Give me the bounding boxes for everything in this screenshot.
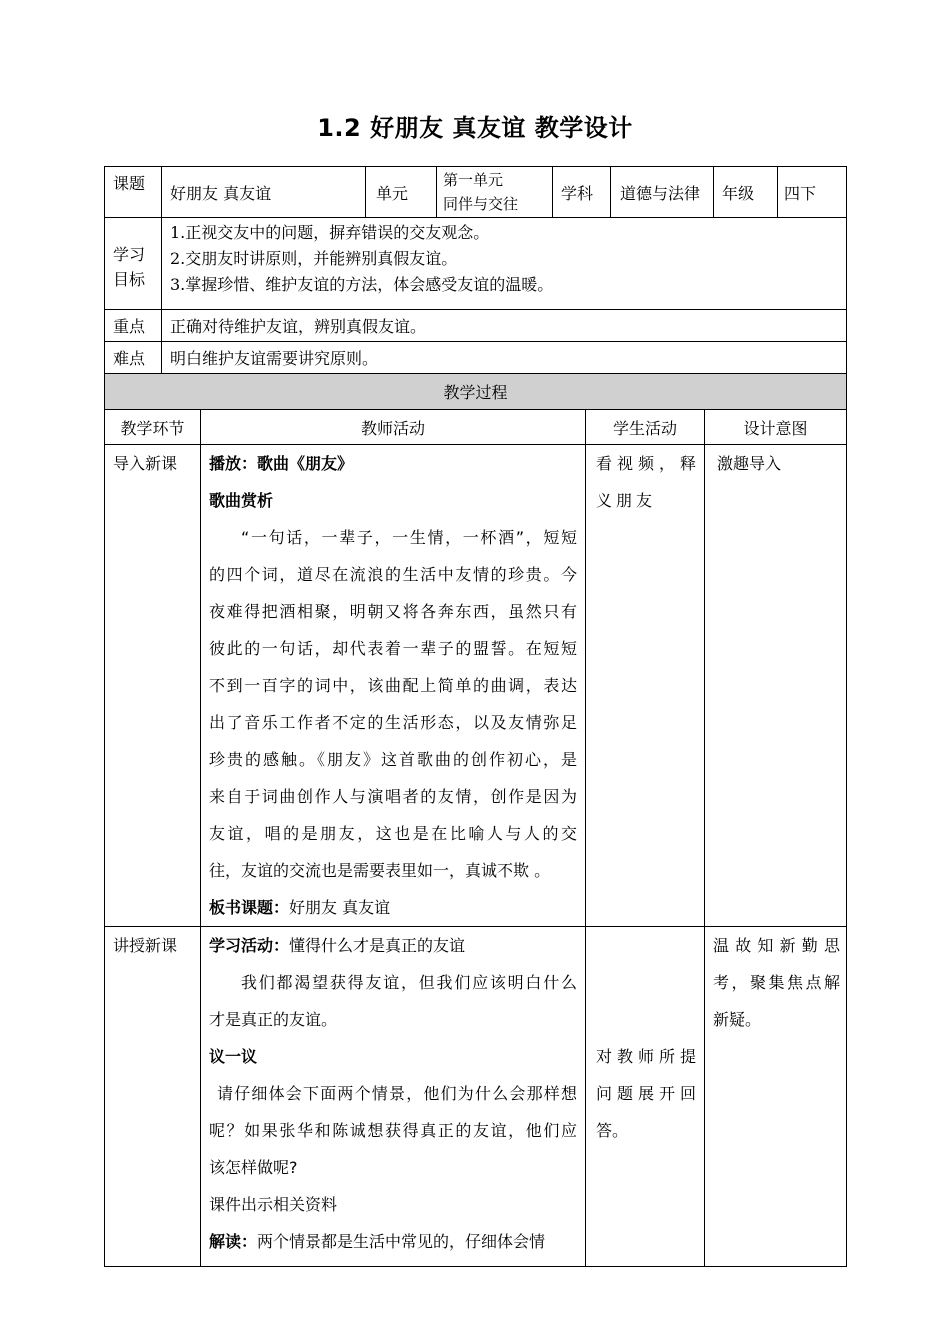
appreciation-title: 歌曲赏析 <box>209 491 274 510</box>
process-table <box>104 373 847 1267</box>
table-row <box>105 927 847 1267</box>
courseware-line: 课件出示相关资料 <box>209 1195 338 1214</box>
column-stage: 教学环节 <box>105 410 201 445</box>
goals-label-line1: 学习 <box>113 245 146 264</box>
teacher-activity-cell <box>201 927 586 1267</box>
discuss-title: 议一议 <box>209 1047 258 1066</box>
unit-value <box>437 167 553 218</box>
lyric-line: 来自于词曲创作人与演唱者的友情，创作是因为 <box>209 787 577 806</box>
student-line: 问题展开回 <box>596 1084 696 1103</box>
grade-label: 年级 <box>714 167 778 218</box>
stage-cell: 导入新课 <box>105 445 201 927</box>
unit-label: 单元 <box>366 167 437 218</box>
activity-line: 学习活动：懂得什么才是真正的友谊 <box>209 936 466 955</box>
column-intent: 设计意图 <box>705 410 847 445</box>
goals-label-line2: 目标 <box>113 270 146 289</box>
subject-value: 道德与法律 <box>611 167 714 218</box>
stage-cell: 讲授新课 <box>105 927 201 1267</box>
unit-value-line1: 第一单元 <box>443 171 504 189</box>
difficulty-label: 难点 <box>105 342 162 374</box>
goals-label <box>105 218 162 310</box>
goal-item-1: 1.正视交友中的问题，摒弃错误的交友观念。 <box>170 223 490 242</box>
play-line: 播放：歌曲《朋友》 <box>209 454 354 473</box>
header-row <box>105 167 847 218</box>
process-columns-row <box>105 410 847 445</box>
lyric-line: 往，友谊的交流也是需要表里如一，真诚不欺 。 <box>209 861 551 880</box>
student-line: 义朋友 <box>596 491 657 510</box>
column-teacher: 教师活动 <box>201 410 586 445</box>
grade-value: 四下 <box>778 167 847 218</box>
difficulty-text: 明白维护友谊需要讲究原则。 <box>162 342 847 374</box>
goals-row <box>105 218 847 310</box>
lyric-line: 的四个词，道尽在流浪的生活中友情的珍贵。今 <box>209 565 577 584</box>
lyric-line: 友谊，唱的是朋友，这也是在比喻人与人的交 <box>209 824 577 843</box>
key-point-label: 重点 <box>105 310 162 342</box>
student-line: 答。 <box>596 1121 629 1140</box>
lyric-line: 不到一百字的词中，该曲配上简单的曲调，表达 <box>209 676 577 695</box>
subject-label: 学科 <box>553 167 611 218</box>
intent-cell <box>705 927 847 1267</box>
teacher-activity-cell <box>201 445 586 927</box>
question-line: 该怎样做呢? <box>209 1158 298 1177</box>
topic-value: 好朋友 真友谊 <box>162 167 366 218</box>
goal-item-3: 3.掌握珍惜、维护友谊的方法，体会感受友谊的温暖。 <box>170 275 554 294</box>
explain-line: 解读：两个情景都是生活中常见的，仔细体会情 <box>209 1232 546 1251</box>
process-section-row <box>105 374 847 410</box>
lyric-line: “一句话，一辈子，一生情，一杯酒”，短短 <box>241 528 577 547</box>
lyric-line: 出了音乐工作者不定的生活形态，以及友情弥足 <box>209 713 577 732</box>
page-title: 1.2 好朋友 真友谊 教学设计 <box>317 114 633 142</box>
process-section-title: 教学过程 <box>105 374 847 410</box>
intent-line: 新疑。 <box>713 1010 762 1029</box>
student-activity-cell <box>586 445 705 927</box>
paragraph-line: 我们都渴望获得友谊，但我们应该明白什么 <box>241 973 577 992</box>
question-line: 请仔细体会下面两个情景，他们为什么会那样想 <box>217 1084 577 1103</box>
lyric-line: 彼此的一句话，却代表着一辈子的盟誓。在短短 <box>209 639 577 658</box>
info-table <box>104 166 847 374</box>
intent-cell: 激趣导入 <box>705 445 847 927</box>
difficulty-row <box>105 342 847 374</box>
student-line: 看视频，释 <box>596 454 696 473</box>
student-activity-cell <box>586 927 705 1267</box>
paragraph-line: 才是真正的友谊。 <box>209 1010 338 1029</box>
lyric-line: 珍贵的感触。《朋友》这首歌曲的创作初心，是 <box>209 750 577 769</box>
column-student: 学生活动 <box>586 410 705 445</box>
lyric-line: 夜难得把酒相聚，明朝又将各奔东西，虽然只有 <box>209 602 577 621</box>
goals-list <box>162 218 847 310</box>
topic-label: 课题 <box>105 167 162 218</box>
intent-line: 温故知新勤思 <box>713 936 841 955</box>
goal-item-2: 2.交朋友时讲原则，并能辨别真假友谊。 <box>170 249 458 268</box>
key-point-row <box>105 310 847 342</box>
key-point-text: 正确对待维护友谊，辨别真假友谊。 <box>162 310 847 342</box>
student-line: 对教师所提 <box>596 1047 696 1066</box>
intent-line: 考，聚集焦点解 <box>713 973 841 992</box>
question-line: 呢？如果张华和陈诚想获得真正的友谊，他们应 <box>209 1121 577 1140</box>
table-row <box>105 445 847 927</box>
unit-value-line2: 同伴与交往 <box>443 195 519 213</box>
board-line: 板书课题：好朋友 真友谊 <box>209 898 391 917</box>
